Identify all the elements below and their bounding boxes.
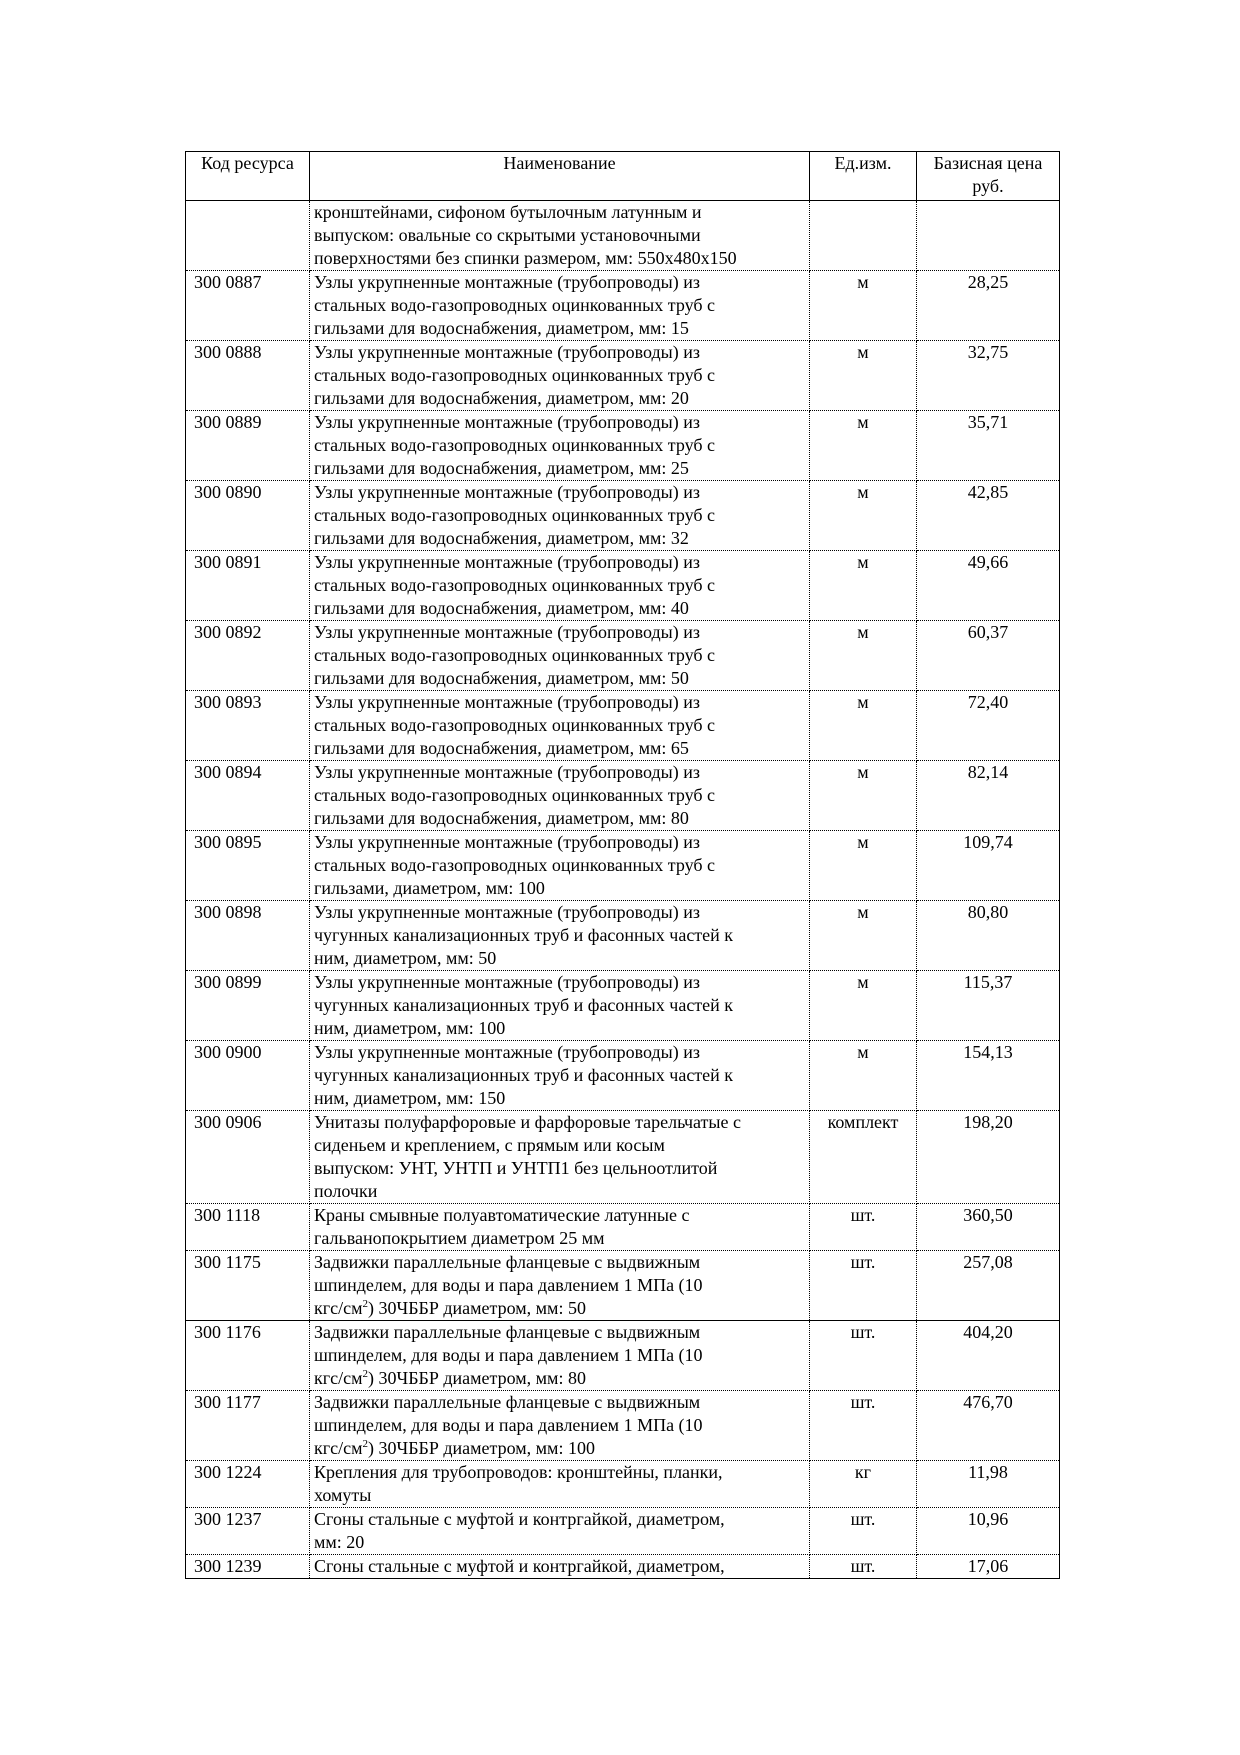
cell-code: 300 0892: [186, 621, 310, 691]
cell-price: 109,74: [917, 831, 1060, 901]
table-row: [186, 1321, 1060, 1391]
cell-name: [310, 1391, 810, 1461]
cell-unit: шт.: [810, 1555, 917, 1579]
cell-code: 300 1239: [186, 1555, 310, 1579]
cell-price: 82,14: [917, 761, 1060, 831]
cell-name: [310, 411, 810, 481]
cell-name: [310, 1204, 810, 1251]
table-row: [186, 201, 1060, 271]
cell-price: 115,37: [917, 971, 1060, 1041]
name-line: Сгоны стальные с муфтой и контргайкой, диаметром,: [314, 1556, 725, 1576]
name-line: Задвижки параллельные фланцевые с выдвижным: [314, 1252, 701, 1272]
cell-code: 300 0898: [186, 901, 310, 971]
cell-price: [917, 201, 1060, 271]
cell-name: [310, 1111, 810, 1204]
cell-unit: м: [810, 621, 917, 691]
header-code: Код ресурса: [186, 152, 310, 201]
table-row: [186, 971, 1060, 1041]
cell-price: 17,06: [917, 1555, 1060, 1579]
name-line: чугунных канализационных труб и фасонных частей к: [314, 1065, 734, 1085]
table-body: [186, 201, 1060, 1579]
name-line: шпинделем, для воды и пара давлением 1 МПа (10: [314, 1345, 703, 1365]
cell-code: 300 0887: [186, 271, 310, 341]
cell-unit: м: [810, 971, 917, 1041]
name-line: ним, диаметром, мм: 50: [314, 948, 497, 968]
table-row: [186, 551, 1060, 621]
cell-name: [310, 1041, 810, 1111]
table-header: [186, 152, 1060, 201]
cell-price: 42,85: [917, 481, 1060, 551]
name-line: Узлы укрупненные монтажные (трубопроводы) из: [314, 412, 700, 432]
name-line: Унитазы полуфарфоровые и фарфоровые тарельчатые с: [314, 1112, 741, 1132]
table-row: [186, 761, 1060, 831]
cell-code: 300 1118: [186, 1204, 310, 1251]
name-line: гильзами для водоснабжения, диаметром, мм: 80: [314, 808, 689, 828]
name-line: Узлы укрупненные монтажные (трубопроводы) из: [314, 342, 700, 362]
table-row: [186, 481, 1060, 551]
table-row: [186, 691, 1060, 761]
table-row: [186, 1391, 1060, 1461]
name-line: стальных водо-газопроводных оцинкованных труб с: [314, 715, 716, 735]
cell-price: 11,98: [917, 1461, 1060, 1508]
name-line: гильзами для водоснабжения, диаметром, мм: 20: [314, 388, 689, 408]
name-line: сиденьем и креплением, с прямым или косым: [314, 1135, 665, 1155]
cell-unit: м: [810, 271, 917, 341]
name-line: стальных водо-газопроводных оцинкованных труб с: [314, 505, 716, 525]
cell-name: [310, 621, 810, 691]
cell-price: 28,25: [917, 271, 1060, 341]
cell-unit: [810, 201, 917, 271]
cell-code: 300 1176: [186, 1321, 310, 1391]
name-line: стальных водо-газопроводных оцинкованных труб с: [314, 575, 716, 595]
name-line: гильзами для водоснабжения, диаметром, мм: 15: [314, 318, 689, 338]
name-line: стальных водо-газопроводных оцинкованных труб с: [314, 855, 716, 875]
cell-unit: м: [810, 551, 917, 621]
cell-price: 154,13: [917, 1041, 1060, 1111]
cell-unit: шт.: [810, 1251, 917, 1321]
name-line: стальных водо-газопроводных оцинкованных труб с: [314, 645, 716, 665]
header-name: Наименование: [310, 152, 810, 201]
cell-name: [310, 481, 810, 551]
header-unit: Ед.изм.: [810, 152, 917, 201]
name-line: шпинделем, для воды и пара давлением 1 МПа (10: [314, 1275, 703, 1295]
cell-code: 300 1237: [186, 1508, 310, 1555]
cell-price: 198,20: [917, 1111, 1060, 1204]
name-line: гальванопокрытием диаметром 25 мм: [314, 1228, 605, 1248]
cell-code: 300 0906: [186, 1111, 310, 1204]
name-line: Сгоны стальные с муфтой и контргайкой, диаметром,: [314, 1509, 725, 1529]
cell-name: [310, 271, 810, 341]
cell-unit: шт.: [810, 1204, 917, 1251]
cell-price: 35,71: [917, 411, 1060, 481]
cell-name: [310, 1508, 810, 1555]
cell-code: 300 0894: [186, 761, 310, 831]
cell-code: 300 0890: [186, 481, 310, 551]
table-row: [186, 831, 1060, 901]
cell-unit: шт.: [810, 1321, 917, 1391]
cell-unit: м: [810, 831, 917, 901]
name-line: Задвижки параллельные фланцевые с выдвижным: [314, 1392, 701, 1412]
cell-name: [310, 551, 810, 621]
name-line: кгс/$см^2$) 30ЧББР диаметром, мм: 50: [314, 1298, 586, 1318]
cell-unit: комплект: [810, 1111, 917, 1204]
cell-unit: м: [810, 1041, 917, 1111]
cell-unit: м: [810, 691, 917, 761]
name-line: ним, диаметром, мм: 150: [314, 1088, 506, 1108]
name-line: полочки: [314, 1181, 378, 1201]
cell-code: 300 0900: [186, 1041, 310, 1111]
cell-code: [186, 201, 310, 271]
cell-price: 72,40: [917, 691, 1060, 761]
cell-name: [310, 1461, 810, 1508]
table-row: [186, 621, 1060, 691]
name-line: Узлы укрупненные монтажные (трубопроводы) из: [314, 272, 700, 292]
cell-price: 80,80: [917, 901, 1060, 971]
cell-code: 300 0889: [186, 411, 310, 481]
resource-price-table: [185, 151, 1060, 1579]
cell-code: 300 1177: [186, 1391, 310, 1461]
cell-price: 404,20: [917, 1321, 1060, 1391]
cell-name: [310, 1555, 810, 1579]
cell-code: 300 0891: [186, 551, 310, 621]
cell-unit: м: [810, 341, 917, 411]
cell-price: 257,08: [917, 1251, 1060, 1321]
name-line: Узлы укрупненные монтажные (трубопроводы) из: [314, 552, 700, 572]
cell-unit: м: [810, 901, 917, 971]
cell-price: 49,66: [917, 551, 1060, 621]
cell-name: [310, 691, 810, 761]
name-line: стальных водо-газопроводных оцинкованных труб с: [314, 295, 716, 315]
cell-price: 360,50: [917, 1204, 1060, 1251]
name-line: Узлы укрупненные монтажные (трубопроводы) из: [314, 692, 700, 712]
name-line: Узлы укрупненные монтажные (трубопроводы) из: [314, 832, 700, 852]
table-row: [186, 1041, 1060, 1111]
name-line: гильзами для водоснабжения, диаметром, мм: 25: [314, 458, 689, 478]
cell-code: 300 0895: [186, 831, 310, 901]
cell-name: [310, 901, 810, 971]
cell-price: 32,75: [917, 341, 1060, 411]
name-line: Узлы укрупненные монтажные (трубопроводы) из: [314, 622, 700, 642]
table-row: [186, 341, 1060, 411]
cell-code: 300 0888: [186, 341, 310, 411]
cell-name: [310, 1251, 810, 1321]
header-price: Базисная цена руб.: [917, 152, 1060, 201]
cell-unit: м: [810, 761, 917, 831]
table-row: [186, 1111, 1060, 1204]
cell-name: [310, 971, 810, 1041]
cell-price: 10,96: [917, 1508, 1060, 1555]
name-line: выпуском: УНТ, УНТП и УНТП1 без цельноотлитой: [314, 1158, 718, 1178]
cell-name: [310, 341, 810, 411]
name-line: Узлы укрупненные монтажные (трубопроводы) из: [314, 1042, 700, 1062]
name-line: хомуты: [314, 1485, 372, 1505]
name-line: кгс/$см^2$) 30ЧББР диаметром, мм: 80: [314, 1368, 586, 1388]
cell-name: [310, 201, 810, 271]
name-line: Узлы укрупненные монтажные (трубопроводы) из: [314, 482, 700, 502]
name-line: стальных водо-газопроводных оцинкованных труб с: [314, 435, 716, 455]
table-row: [186, 1251, 1060, 1321]
table-row: [186, 901, 1060, 971]
table-row: [186, 411, 1060, 481]
cell-code: 300 0899: [186, 971, 310, 1041]
cell-unit: шт.: [810, 1391, 917, 1461]
cell-code: 300 1224: [186, 1461, 310, 1508]
cell-unit: кг: [810, 1461, 917, 1508]
name-line: Узлы укрупненные монтажные (трубопроводы) из: [314, 902, 700, 922]
name-line: выпуском: овальные со скрытыми установочными: [314, 225, 701, 245]
cell-price: 60,37: [917, 621, 1060, 691]
name-line: Узлы укрупненные монтажные (трубопроводы) из: [314, 972, 700, 992]
name-line: гильзами для водоснабжения, диаметром, мм: 40: [314, 598, 689, 618]
name-line: гильзами, диаметром, мм: 100: [314, 878, 545, 898]
table-row: [186, 1555, 1060, 1579]
cell-code: 300 1175: [186, 1251, 310, 1321]
cell-name: [310, 1321, 810, 1391]
table-row: [186, 271, 1060, 341]
cell-name: [310, 761, 810, 831]
table-row: [186, 1204, 1060, 1251]
cell-price: 476,70: [917, 1391, 1060, 1461]
name-line: Узлы укрупненные монтажные (трубопроводы) из: [314, 762, 700, 782]
cell-name: [310, 831, 810, 901]
name-line: Крепления для трубопроводов: кронштейны, планки,: [314, 1462, 723, 1482]
name-line: Краны смывные полуавтоматические латунные с: [314, 1205, 690, 1225]
name-line: чугунных канализационных труб и фасонных частей к: [314, 925, 734, 945]
name-line: гильзами для водоснабжения, диаметром, мм: 50: [314, 668, 689, 688]
cell-code: 300 0893: [186, 691, 310, 761]
name-line: гильзами для водоснабжения, диаметром, мм: 65: [314, 738, 689, 758]
name-line: чугунных канализационных труб и фасонных частей к: [314, 995, 734, 1015]
name-line: ним, диаметром, мм: 100: [314, 1018, 506, 1038]
name-line: шпинделем, для воды и пара давлением 1 МПа (10: [314, 1415, 703, 1435]
name-line: Задвижки параллельные фланцевые с выдвижным: [314, 1322, 701, 1342]
name-line: кгс/$см^2$) 30ЧББР диаметром, мм: 100: [314, 1438, 595, 1458]
name-line: поверхностями без спинки размером, мм: 550х480х150: [314, 248, 737, 268]
cell-unit: шт.: [810, 1508, 917, 1555]
name-line: гильзами для водоснабжения, диаметром, мм: 32: [314, 528, 689, 548]
name-line: кронштейнами, сифоном бутылочным латунным и: [314, 202, 702, 222]
name-line: стальных водо-газопроводных оцинкованных труб с: [314, 785, 716, 805]
table-row: [186, 1508, 1060, 1555]
name-line: мм: 20: [314, 1532, 365, 1552]
name-line: стальных водо-газопроводных оцинкованных труб с: [314, 365, 716, 385]
cell-unit: м: [810, 481, 917, 551]
cell-unit: м: [810, 411, 917, 481]
table-row: [186, 1461, 1060, 1508]
